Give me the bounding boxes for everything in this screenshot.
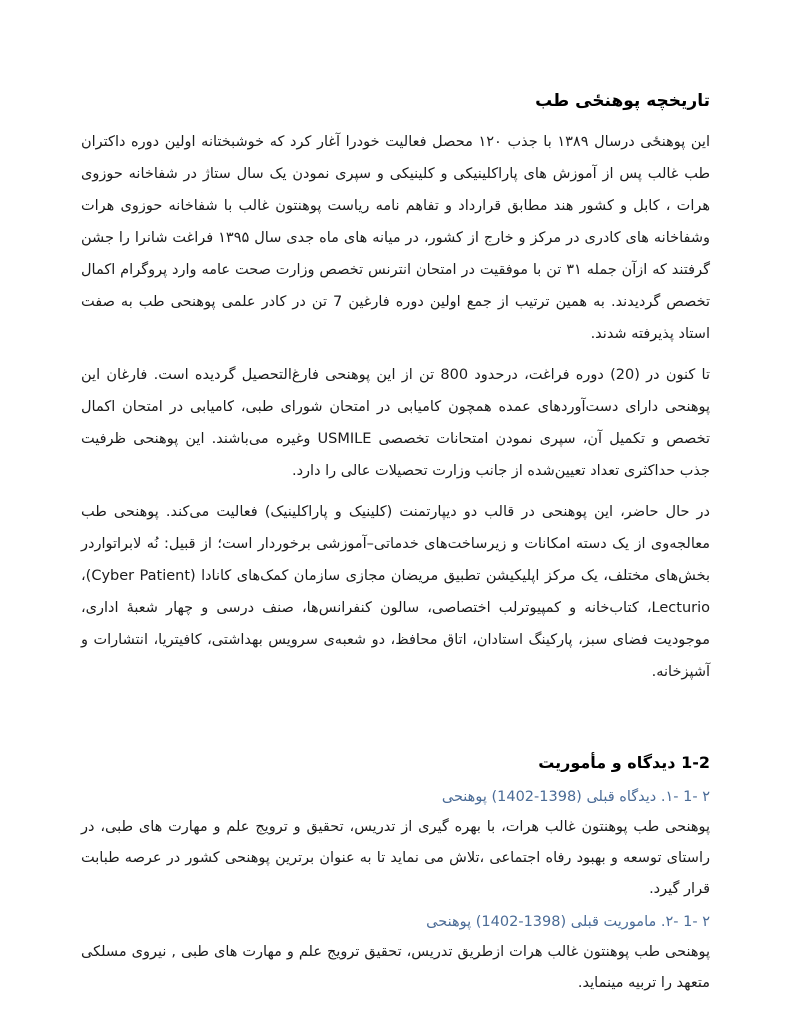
subsection-heading-previous-vision: ۲ -1 -۱. دیدگاه قبلی (1398-1402) پوهنحی <box>441 789 710 805</box>
document-title: تاریخچه پوهنځی طب <box>535 91 710 111</box>
history-paragraph-2: تا کنون در (20) دوره فراغت، درحدود 800 تن از این پوهنحی فارغ‌التحصیل گردیده است. فارغان این پوهنحی دارای دست‌آوردهای عمده همچون کامیابی در امتحان شورای طبی، کامیابی در امتحان اکمال تخصص و تکمیل آن، سپری نمودن امتحانات تخصصی USMILE وغیره می‌باشند. این پوهنحی ظرفیت جذب حداکثری تعداد تعیین‌شده از جانب وزارت تحصیلات عالی را دارد. <box>81 367 711 479</box>
history-paragraph-3: در حال حاضر، این پوهنحی در قالب دو دیپارتمنت (کلینیک و پاراکلینیک) فعالیت می‌کند. پوهنحی طب معالجه‌وی از یک دسته امکانات و زیرساخت‌های خدماتی–آموزشی برخوردار است؛ از قبیل: نُه لابراتواردر بخش‌های مختلف، یک مرکز اپلیکیشن تطبیق مریضان مجازی سازمان کمک‌های کانادا (Cyber Patient)‏، Lecturio‏، کتاب‌خانه و کمپیوترلب اختصاصی، سالون کنفرانس‌ها، صنف درسی و چهار شعبهٔ اداری، موجودیت فضای سبز، پارکینگ استادان، اتاق محافظ، دو شعبه‌ی سرویس بهداشتی، کافیتریا، انتشارات و آشپزخانه. <box>81 504 710 680</box>
history-paragraph-1: این پوهنځی درسال ۱۳۸۹ با جذب ۱۲۰ محصل فعالیت خودرا آغار کرد که خوشبختانه اولین دوره داکتران طب غالب پس از آموزش های پاراکلینیکی و کلینیکی و سپری نمودن یک سال ستاژ در شفاخانه حوزوی هرات ، کابل و کشور هند مطابق قرارداد و تفاهم نامه ریاست پوهنتون غالب با شفاخانه حوزوی هرات وشفاخانه های کادری در مرکز و خارج از کشور، در میانه های ماه جدی سال ۱۳۹۵ فراغت شانرا را جشن گرفتند که ازآن جمله ۳۱ تن با موفقیت در امتحان انترنس تخصص وزارت صحت عامه وارد پروگرام اکمال تخصص گردیدند. به همین ترتیب از جمع اولین دوره فارغین 7 تن در کادر علمی پوهنحی طب به صفت استاد پذیرفته شدند. <box>81 134 711 342</box>
subsection-body-previous-mission: پوهنحی طب پوهنتون غالب هرات ازطریق تدریس، تحقیق ترویج علم و مهارت های طبی , نیروی مسلکی متعهد را تربیه مینماید. <box>81 944 710 991</box>
section-heading-vision-mission: 1-2 دیدگاه و مأموریت <box>538 753 710 772</box>
subsection-body-previous-vision: پوهنحی طب پوهنتون غالب هرات، با بهره گیری از تدریس، تحقیق و ترویج علم و مهارت های طبی، در راستای توسعه و بهبود رفاه اجتماعی ،تلاش می نماید تا به عنوان برترین پوهنحی کشور در عرصه طبابت قرار گیرد. <box>81 819 710 897</box>
subsection-heading-previous-mission: ۲ -1 -۲. ماموریت قبلی (1398-1402) پوهنحی <box>426 914 710 930</box>
